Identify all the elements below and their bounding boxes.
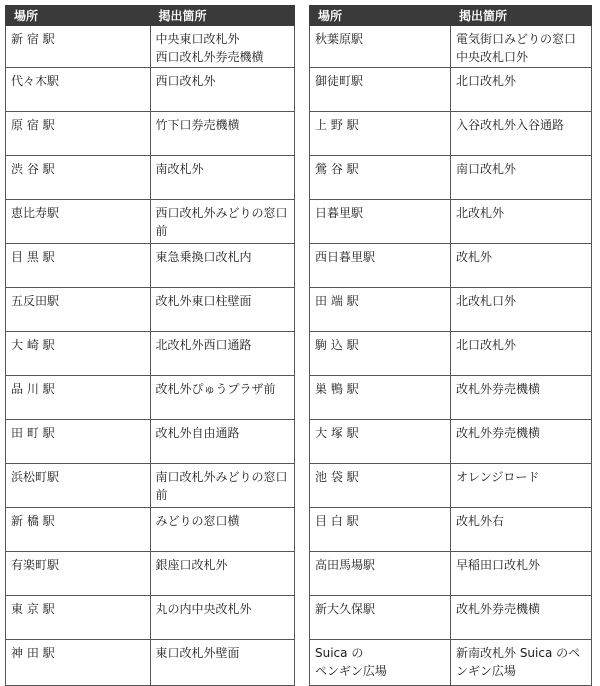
header-place: 場所: [310, 6, 451, 26]
station-table-left: [5, 5, 295, 686]
posting-location: 丸の内中央改札外: [150, 596, 295, 640]
table-row: [6, 640, 295, 686]
station-name: 秋葉原駅: [310, 26, 451, 68]
station-name: 恵比寿駅: [6, 200, 151, 244]
table-row: [6, 112, 295, 156]
posting-location: 東急乗換口改札内: [150, 244, 295, 288]
header-row: [6, 6, 295, 26]
table-row: [310, 464, 592, 508]
table-row: [6, 420, 295, 464]
table-row: [6, 68, 295, 112]
header-location: 掲出箇所: [451, 6, 592, 26]
table-row: [6, 552, 295, 596]
table-row: [6, 156, 295, 200]
posting-location: 改札外右: [451, 508, 592, 552]
posting-location: 入谷改札外入谷通路: [451, 112, 592, 156]
table-row: [6, 288, 295, 332]
station-name: 神 田 駅: [6, 640, 151, 686]
posting-location: みどりの窓口横: [150, 508, 295, 552]
table-row: [310, 244, 592, 288]
table-row: [6, 376, 295, 420]
station-name: 渋 谷 駅: [6, 156, 151, 200]
posting-location: 西口改札外みどりの窓口前: [150, 200, 295, 244]
station-name: 大 塚 駅: [310, 420, 451, 464]
station-name: 駒 込 駅: [310, 332, 451, 376]
posting-location: 新南改札外 Suica のペンギン広場: [451, 640, 592, 686]
table-row: [6, 244, 295, 288]
station-name: 上 野 駅: [310, 112, 451, 156]
posting-location: 北改札口外: [451, 288, 592, 332]
table-row: [6, 464, 295, 508]
header-row: [310, 6, 592, 26]
station-name: 五反田駅: [6, 288, 151, 332]
station-name: 新大久保駅: [310, 596, 451, 640]
posting-location: 改札外券売機横: [451, 376, 592, 420]
station-name: 代々木駅: [6, 68, 151, 112]
station-name: Suica の ペンギン広場: [310, 640, 451, 686]
station-name: 原 宿 駅: [6, 112, 151, 156]
table-row: [310, 508, 592, 552]
station-name: 鶯 谷 駅: [310, 156, 451, 200]
table-row: [310, 552, 592, 596]
posting-location: 中央東口改札外 西口改札外券売機横: [150, 26, 295, 68]
table-row: [310, 596, 592, 640]
posting-location: 銀座口改札外: [150, 552, 295, 596]
posting-location: オレンジロード: [451, 464, 592, 508]
station-name: 目 黒 駅: [6, 244, 151, 288]
station-name: 新 宿 駅: [6, 26, 151, 68]
posting-location: 南口改札外みどりの窓口前: [150, 464, 295, 508]
table-row: [310, 288, 592, 332]
posting-location: 北改札外西口通路: [150, 332, 295, 376]
table-row: [6, 596, 295, 640]
posting-location: 早稲田口改札外: [451, 552, 592, 596]
table-row: [310, 156, 592, 200]
station-name: 大 崎 駅: [6, 332, 151, 376]
posting-location: 南改札外: [150, 156, 295, 200]
posting-location: 南口改札外: [451, 156, 592, 200]
header-location: 掲出箇所: [150, 6, 295, 26]
posting-location: 改札外券売機横: [451, 596, 592, 640]
station-name: 田 端 駅: [310, 288, 451, 332]
posting-location: 改札外ぴゅうプラザ前: [150, 376, 295, 420]
table-row: [310, 376, 592, 420]
station-name: 西日暮里駅: [310, 244, 451, 288]
station-name: 巣 鴨 駅: [310, 376, 451, 420]
posting-location: 西口改札外: [150, 68, 295, 112]
station-name: 御徒町駅: [310, 68, 451, 112]
table-row: [310, 200, 592, 244]
table-row: [6, 508, 295, 552]
posting-location: 竹下口券売機横: [150, 112, 295, 156]
station-name: 品 川 駅: [6, 376, 151, 420]
posting-location: 改札外自由通路: [150, 420, 295, 464]
station-name: 浜松町駅: [6, 464, 151, 508]
table-row: [310, 26, 592, 68]
posting-location: 北口改札外: [451, 332, 592, 376]
station-name: 池 袋 駅: [310, 464, 451, 508]
station-name: 高田馬場駅: [310, 552, 451, 596]
station-name: 新 橋 駅: [6, 508, 151, 552]
station-name: 日暮里駅: [310, 200, 451, 244]
posting-location: 改札外券売機横: [451, 420, 592, 464]
posting-location: 北改札外: [451, 200, 592, 244]
posting-location: 改札外: [451, 244, 592, 288]
table-row: [6, 26, 295, 68]
table-row: [310, 640, 592, 686]
table-row: [6, 200, 295, 244]
station-name: 田 町 駅: [6, 420, 151, 464]
posting-location: 電気街口みどりの窓口 中央改札口外: [451, 26, 592, 68]
posting-location: 北口改札外: [451, 68, 592, 112]
table-row: [310, 112, 592, 156]
station-name: 東 京 駅: [6, 596, 151, 640]
posting-location: 東口改札外壁面: [150, 640, 295, 686]
station-name: 目 白 駅: [310, 508, 451, 552]
station-table-right: [309, 5, 592, 686]
table-row: [6, 332, 295, 376]
table-row: [310, 420, 592, 464]
table-row: [310, 68, 592, 112]
table-row: [310, 332, 592, 376]
header-place: 場所: [6, 6, 151, 26]
station-name: 有楽町駅: [6, 552, 151, 596]
posting-location: 改札外東口柱壁面: [150, 288, 295, 332]
